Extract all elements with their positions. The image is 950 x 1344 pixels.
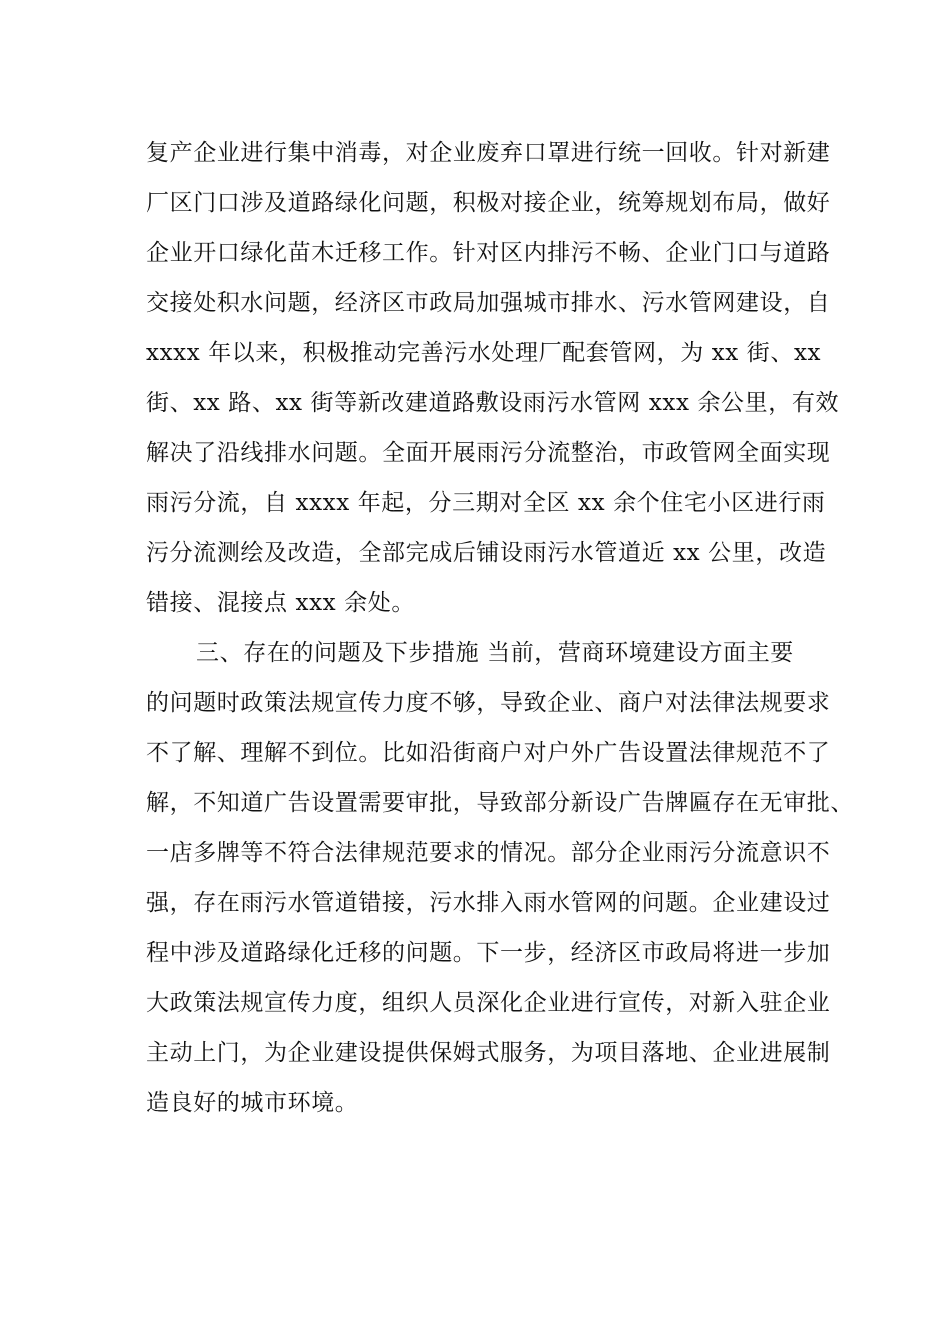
text-line: 解决了沿线排水问题。全面开展雨污分流整治，市政管网全面实现	[146, 440, 831, 466]
text-line: 大政策法规宣传力度，组织人员深化企业进行宣传，对新入驻企业	[146, 990, 831, 1016]
text-line: 错接、混接点 xxx 余处。	[146, 590, 415, 616]
text-line: 一店多牌等不符合法律规范要求的情况。部分企业雨污分流意识不	[146, 840, 831, 866]
text-line: 造良好的城市环境。	[146, 1090, 359, 1116]
text-line: 强，存在雨污水管道错接，污水排入雨水管网的问题。企业建设过	[146, 890, 831, 916]
text-line: 程中涉及道路绿化迁移的问题。下一步，经济区市政局将进一步加	[146, 940, 831, 966]
text-line: 街、xx 路、xx 街等新改建道路敷设雨污水管网 xxx 余公里，有效	[146, 390, 840, 416]
text-line: 交接处积水问题，经济区市政局加强城市排水、污水管网建设，自	[146, 290, 831, 316]
text-line: xxxx 年以来，积极推动完善污水处理厂配套管网，为 xx 街、xx	[146, 340, 822, 366]
text-line: 主动上门，为企业建设提供保姆式服务，为项目落地、企业进展制	[146, 1040, 831, 1066]
text-line: 解，不知道广告设置需要审批，导致部分新设广告牌匾存在无审批、	[146, 790, 854, 816]
text-line: 复产企业进行集中消毒，对企业废弃口罩进行统一回收。针对新建	[146, 140, 831, 166]
text-line: 企业开口绿化苗木迁移工作。针对区内排污不畅、企业门口与道路	[146, 240, 831, 266]
section-heading-line: 三、存在的问题及下步措施 当前，营商环境建设方面主要	[196, 640, 794, 666]
text-line: 雨污分流，自 xxxx 年起，分三期对全区 xx 余个住宅小区进行雨	[146, 490, 826, 516]
text-line: 的问题时政策法规宣传力度不够，导致企业、商户对法律法规要求	[146, 690, 831, 716]
text-line: 厂区门口涉及道路绿化问题，积极对接企业，统筹规划布局，做好	[146, 190, 831, 216]
text-line: 不了解、理解不到位。比如沿街商户对户外广告设置法律规范不了	[146, 740, 831, 766]
text-line: 污分流测绘及改造，全部完成后铺设雨污水管道近 xx 公里，改造	[146, 540, 827, 566]
